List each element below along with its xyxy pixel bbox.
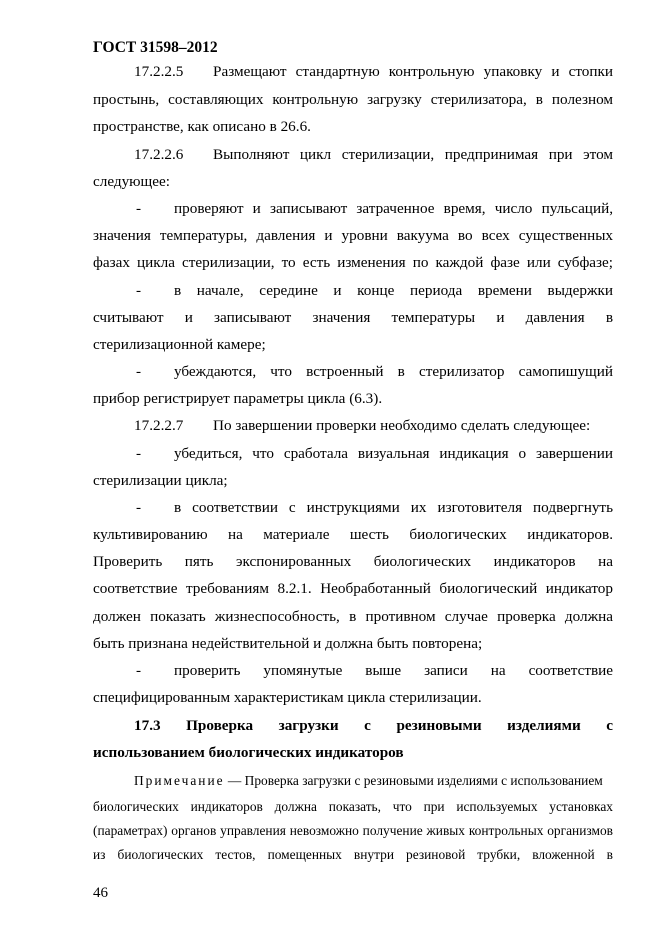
list-dash: -	[136, 363, 142, 380]
list-item-line: специфицированным характеристикам цикла стерилизации.	[93, 689, 482, 706]
note-line: (параметрах) органов управления невозможно получение живых контрольных организмов	[93, 823, 613, 838]
list-item-line: в начале, середине и конце периода времени выдержки	[174, 282, 613, 299]
list-dash: -	[136, 200, 142, 217]
list-item-line: убеждаются, что встроенный в стерилизатор самопишущий	[174, 363, 613, 380]
note-line: из биологических тестов, помещенных внутри резиновой трубки, вложенной в	[93, 847, 613, 862]
list-item-line: соответствие требованиям 8.2.1. Необработанный биологический индикатор	[93, 580, 613, 597]
list-item-line: проверяют и записывают затраченное время, число пульсаций,	[174, 200, 613, 217]
list-item-line: культивированию на материале шесть биологических индикаторов.	[93, 526, 613, 543]
list-item-line: значения температуры, давления и уровни вакуума во всех существенных	[93, 227, 613, 244]
clause-number: 17.2.2.5	[134, 63, 184, 80]
page-number: 46	[93, 885, 108, 901]
list-item-line: проверить упомянутые выше записи на соответствие	[174, 662, 613, 679]
paragraph-line: По завершении проверки необходимо сделать следующее:	[213, 417, 591, 434]
note-label: Примечание	[134, 773, 225, 788]
standard-header: ГОСТ 31598–2012	[93, 39, 218, 56]
list-item-line: фазах цикла стерилизации, то есть изменения по каждой фазе или субфазе;	[93, 254, 613, 271]
list-item-line: убедиться, что сработала визуальная индикация о завершении	[174, 445, 613, 462]
list-dash: -	[136, 662, 142, 679]
paragraph-line: Размещают стандартную контрольную упаковку и стопки	[213, 63, 613, 80]
note-text: — Проверка загрузки с резиновыми изделиями с использованием	[224, 773, 603, 788]
section-heading: использованием биологических индикаторов	[93, 744, 404, 761]
list-dash: -	[136, 499, 142, 516]
paragraph-line: пространстве, как описано в 26.6.	[93, 118, 311, 135]
list-dash: -	[136, 282, 142, 299]
paragraph-line: простынь, составляющих контрольную загрузку стерилизатора, в полезном	[93, 91, 613, 108]
list-item-line: быть признана недействительной и должна быть повторена;	[93, 635, 483, 652]
paragraph-line: следующее:	[93, 173, 170, 190]
list-item-line: Проверить пять экспонированных биологических индикаторов на	[93, 553, 613, 570]
list-item-line: прибор регистрирует параметры цикла (6.3).	[93, 390, 383, 407]
note-line	[134, 771, 613, 791]
list-item-line: в соответствии с инструкциями их изготовителя подвергнуть	[174, 499, 613, 516]
clause-number: 17.2.2.6	[134, 146, 184, 163]
list-item-line: должен показать жизнеспособность, в противном случае проверка должна	[93, 608, 613, 625]
note-line: биологических индикаторов должна показать, что при используемых установках	[93, 799, 613, 814]
section-heading: 17.3 Проверка загрузки с резиновыми изделиями с	[134, 717, 613, 734]
list-item-line: считывают и записывают значения температуры и давления в	[93, 309, 613, 326]
paragraph-line: Выполняют цикл стерилизации, предпринимая при этом	[213, 146, 613, 163]
list-item-line: стерилизационной камере;	[93, 336, 266, 353]
clause-number: 17.2.2.7	[134, 417, 184, 434]
list-item-line: стерилизации цикла;	[93, 472, 228, 489]
list-dash: -	[136, 445, 142, 462]
